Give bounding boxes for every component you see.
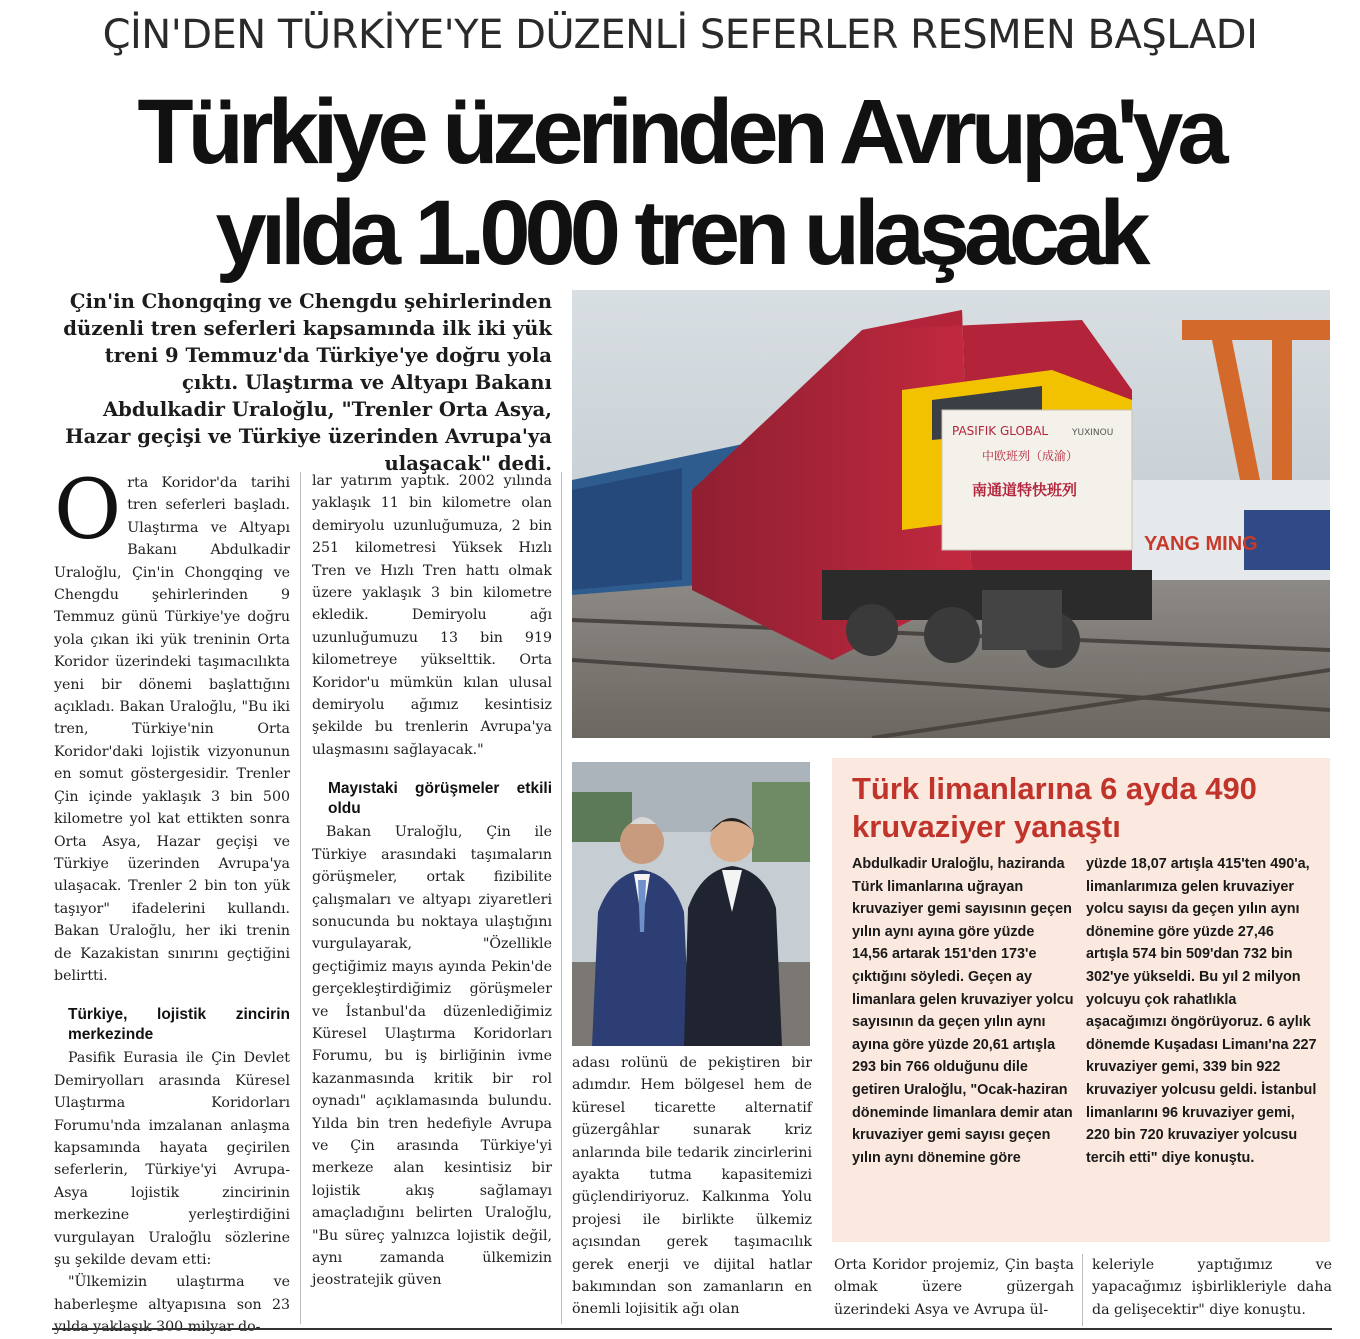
subheading-gorusmeler: Mayıstaki görüşmeler etkili oldu	[328, 780, 552, 818]
article-column-1	[54, 463, 290, 1339]
article-column-2	[312, 470, 552, 1292]
column-divider	[1082, 1254, 1083, 1326]
lead-paragraph	[58, 288, 552, 477]
officials-photo	[572, 762, 810, 1046]
train-photo	[572, 290, 1330, 738]
container-label: YANG MING	[1144, 533, 1258, 555]
box-column-1	[852, 853, 1074, 1169]
box-column-2-text: yüzde 18,07 artışla 415'ten 490'a, limanlarımıza gelen kruvaziyer yolcu sayısı da geçen yılın aynı dönemine göre yüzde 27,46 artışla 574 bin 509'dan 732 bin 302'ye yükseldi. Bu yıl 2 milyon yolcuyu çok rahatlıkla aşacağımızı öngörüyoruz. 6 aylık dönemde Kuşadası Limanı'na 227 kruvaziyer gemi, 339 bin 922 kruvaziyer yolcusu geldi. İstanbul limanlarını 96 kruvaziyer gemi, 220 bin 720 kruvaziyer yolcusu tercih etti" diye konuştu.	[1086, 856, 1317, 1166]
column-2-paragraph-1: lar yatırım yaptık. 2002 yılında yaklaşık 11 bin kilometre olan demiryolu uzunluğumuza, 2 bin 251 kilometresi Yüksek Hızlı Tren ve Hızlı Tren hattı olmak üzere yaklaşık 3 bin kilometre ekledik. Demiryolu ağı uzunluğumuzu 13 bin 919 kilometreye yükselttik. Orta Koridor'u mümkün kılan ulusal demiryolu ağımız kesintisiz şekilde bu trenlerin Avrupa'ya ulaşmasını sağlayacak."	[312, 473, 552, 758]
column-1-paragraph-1: rta Koridor'da tarihi tren seferleri başladı. Ulaştırma ve Altyapı Bakanı Abdulkadir Uraloğlu, Çin'in Chongqing ve Chengdu şehirlerinden 9 Temmuz günü Türkiye'ye doğru yola çıkan iki yük treninin Orta Koridor üzerindeki taşımacılıkta yeni bir dönemi başlattığını açıkladı. Bakan Uraloğlu, "Bu iki tren, Türkiye'nin Orta Koridor'daki lojistik vizyonunun en somut göstergesidir. Trenler Çin içinde yaklaşık 3 bin 500 kilometre yol kat ettikten sonra Orta Asya, Hazar geçişi ve Türkiye üzerinden Avrupa'ya ulaşacak. Trenler 2 bin ton yük taşıyor" ifadelerini kullandı. Bakan Uraloğlu, her iki trenin de Kazakistan sınırını geçtiğini belirtti.	[54, 475, 290, 984]
plate-brand: YUXINOU	[1072, 428, 1114, 438]
plate-service: 南通道特快班列	[972, 481, 1078, 499]
article-column-4a	[834, 1254, 1074, 1321]
column-4-paragraph-1: Orta Koridor projemiz, Çin başta olmak üzere güzergah üzerindeki Asya ve Avrupa ül-	[834, 1257, 1074, 1318]
column-3-paragraph-1: adası rolünü de pekiştiren bir adımdır. Hem bölgesel hem de küresel ticarette alternatif güzergâhlar sunarak kriz anlarında bile tedarik zincirlerini ayakta tutma kapasitemizi güçlendiriyoruz. Kalkınma Yolu projesi ile birlikte ülkemiz açısından gerek taşımacılık gerek enerji ve dijital hatlar bakımından son zamanların en önemli lojisitik ağı olan	[572, 1055, 812, 1318]
bottom-rule	[52, 1328, 1332, 1330]
plate-company: PASIFIK GLOBAL	[952, 424, 1049, 438]
kicker: ÇİN'DEN TÜRKİYE'YE DÜZENLİ SEFERLER RESMEN BAŞLADI	[102, 12, 1258, 58]
subheading-lojistik: Türkiye, lojistik zincirin merkezinde	[68, 1006, 290, 1044]
box-column-2	[1086, 853, 1318, 1169]
column-1-paragraph-2: Pasifik Eurasia ile Çin Devlet Demiryolları arasında Küresel Ulaştırma Koridorları Forumu'nda imzalanan anlaşma kapsamında hayata geçirilen seferlerin, Türkiye'yi Avrupa-Asya lojistik zincirinin merkezine yerleştirdiğini vurgulayan Uraloğlu sözlerine şu şekilde devam etti:	[54, 1050, 290, 1268]
column-1-paragraph-3: "Ülkemizin ulaştırma ve haberleşme altyapısına son 23	[54, 1274, 290, 1313]
lead-text: Çin'in Chongqing ve Chengdu şehirlerinden düzenli tren seferleri kapsamında ilk iki yük treni 9 Temmuz'da Türkiye'ye doğru yola çıktı. Ulaştırma ve Altyapı Bakanı Abdulkadir Uraloğlu, "Trenler Orta Asya, Hazar geçişi ve Türkiye üzerinden Avrupa'ya ulaşacak" dedi.	[63, 290, 552, 475]
headline-line-2: yılda 1.000 tren ulaşacak	[215, 182, 1145, 284]
article-column-4b	[1092, 1254, 1332, 1321]
drop-cap: O	[54, 463, 122, 558]
box-title: Türk limanlarına 6 ayda 490 kruvaziyer yanaştı	[852, 771, 1257, 844]
column-2-paragraph-2: Bakan Uraloğlu, Çin ile Türkiye arasındaki taşımaların görüşmeler, ortak fizibilite çalışmaları ve altyapı ziyaretleri sonucunda bu noktaya ulaştığını vurgulayarak, "Özellikle geçtiğimiz mayıs ayında Pekin'de gerçekleştirdiğimiz görüşmeler ve İstanbul'da düzenlediğimiz Küresel Ulaştırma Koridorları Forumu, bu iş birliğinin ivme kazanmasında kritik bir rol oynadı" açıklamasında bulundu. Yılda bin tren hedefiyle Avrupa ve Çin arasında Türkiye'yi merkeze alan kesintisiz bir lojistik akış sağlamayı amaçladığını belirten Uraloğlu, "Bu süreç yalnızca lojistik değil, aynı zamanda ülkemizin jeostratejik güven	[312, 824, 552, 1289]
column-divider	[561, 472, 562, 1324]
plate-route: 中欧班列（成渝）	[982, 449, 1079, 463]
box-column-1-text: Abdulkadir Uraloğlu, haziranda Türk limanlarına uğrayan kruvaziyer gemi sayısının geçen yılın aynı ayına göre yüzde 14,56 artarak 151'den 173'e çıktığını söyledi. Geçen ay limanlara gelen kruvaziyer yolcu sayısının da geçen yılın aynı ayına göre yüzde 20,61 artışla 293 bin 766 olduğunu dile getiren Uraloğlu, "Ocak-haziran döneminde limanlara demir atan kruvaziyer gemi sayısı geçen yılın aynı dönemine göre	[852, 856, 1074, 1166]
column-divider	[300, 472, 301, 1324]
article-column-3	[572, 1052, 812, 1321]
column-4-paragraph-2: keleriyle yaptığımız ve yapacağımız işbirlikleriyle daha da gelişecektir" diye konuştu.	[1092, 1257, 1332, 1318]
headline-line-1: Türkiye üzerinden Avrupa'ya	[137, 81, 1223, 183]
